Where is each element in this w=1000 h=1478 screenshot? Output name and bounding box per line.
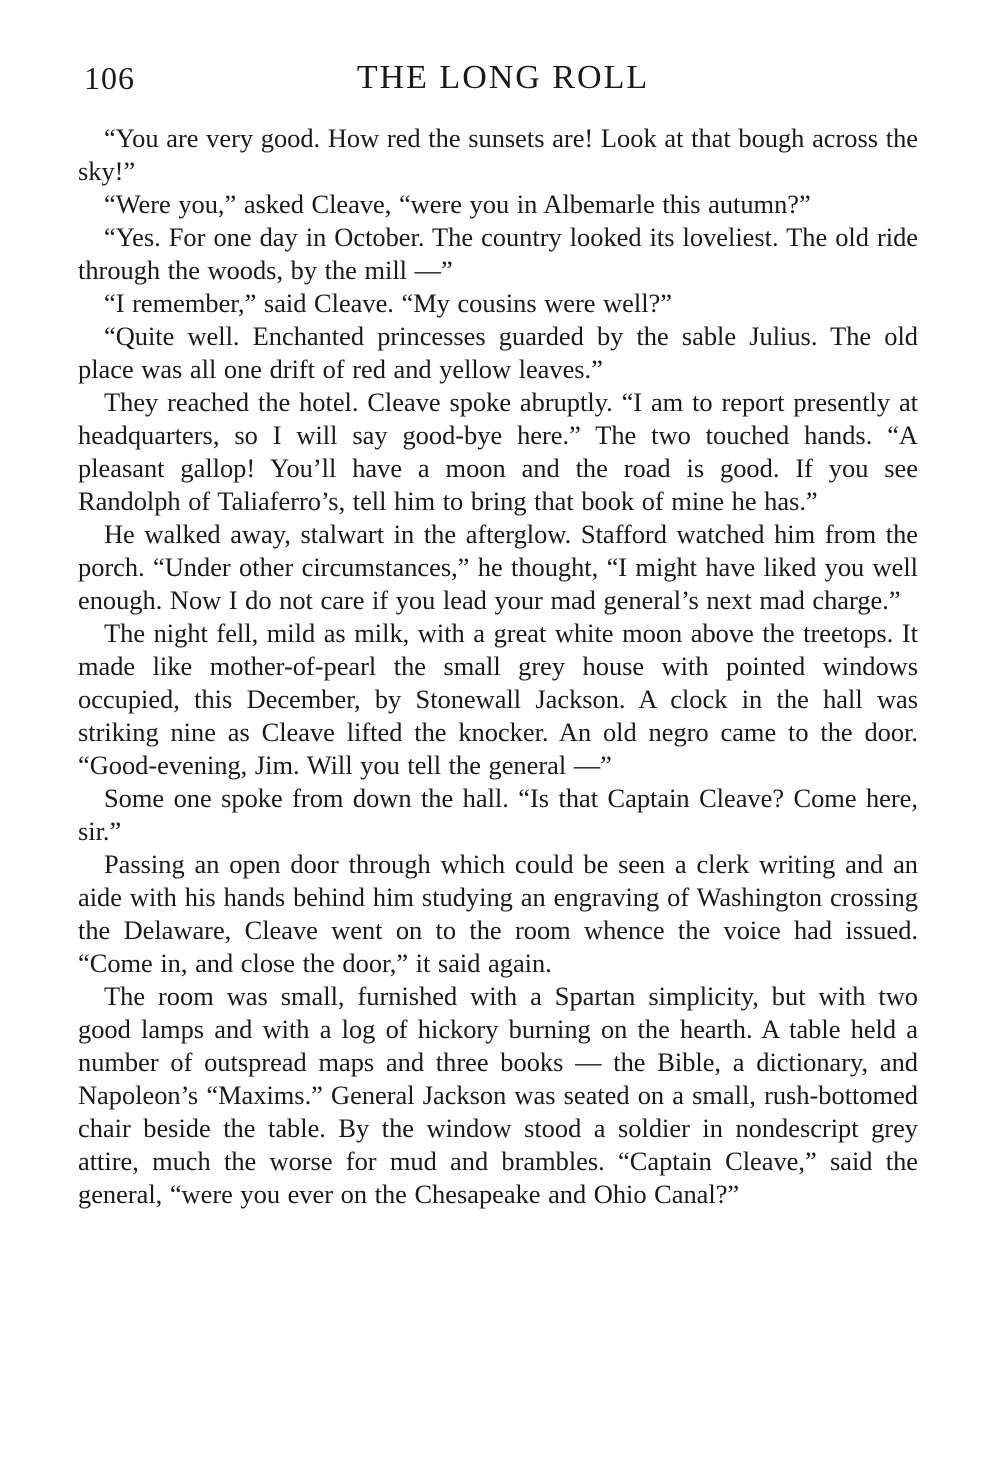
paragraph: “Were you,” asked Cleave, “were you in Albemarle this autumn?” — [104, 189, 811, 219]
paragraph: The night fell, mild as milk, with a great white moon above the treetops. It made like mother-of-pearl the small grey house with pointed windows occupied, this December, by Stonewall Jackson. A clock in the hall was striking nine as Cleave lifted the knocker. An old negro came to the door. “Good-evening, Jim. Will you tell the general —” — [78, 618, 918, 780]
paragraph: “Yes. For one day in October. The country looked its loveliest. The old ride through the woods, by the mill —” — [78, 222, 918, 285]
page-number: 106 — [84, 60, 135, 96]
page-header — [84, 56, 922, 100]
paragraph: “I remember,” said Cleave. “My cousins were well?” — [104, 288, 672, 318]
body-text — [78, 122, 918, 1211]
paragraph: “You are very good. How red the sunsets are! Look at that bough across the sky!” — [78, 123, 918, 186]
paragraph: He walked away, stalwart in the afterglow. Stafford watched him from the porch. “Under other circumstances,” he thought, “I might have liked you well enough. Now I do not care if you lead your mad general’s next mad charge.” — [78, 519, 918, 615]
paragraph: Passing an open door through which could be seen a clerk writing and an aide with his hands behind him studying an engraving of Washington crossing the Delaware, Cleave went on to the room whence the voice had issued. “Come in, and close the door,” it said again. — [78, 849, 918, 978]
paragraph: They reached the hotel. Cleave spoke abruptly. “I am to report presently at headquarters, so I will say good-bye here.” The two touched hands. “A pleasant gallop! You’ll have a moon and the road is good. If you see Randolph of Taliaferro’s, tell him to bring that book of mine he has.” — [78, 387, 918, 516]
paragraph: Some one spoke from down the hall. “Is that Captain Cleave? Come here, sir.” — [78, 783, 918, 846]
running-title: THE LONG ROLL — [356, 59, 650, 96]
paragraph: “Quite well. Enchanted princesses guarded by the sable Julius. The old place was all one drift of red and yellow leaves.” — [78, 321, 918, 384]
paragraph: The room was small, furnished with a Spartan simplicity, but with two good lamps and with a log of hickory burning on the hearth. A table held a number of outspread maps and three books — the Bible, a dictionary, and Napoleon’s “Maxims.” General Jackson was seated on a small, rush-bottomed chair beside the table. By the window stood a soldier in nondescript grey attire, much the worse for mud and brambles. “Captain Cleave,” said the general, “were you ever on the Chesapeake and Ohio Canal?” — [78, 981, 918, 1209]
